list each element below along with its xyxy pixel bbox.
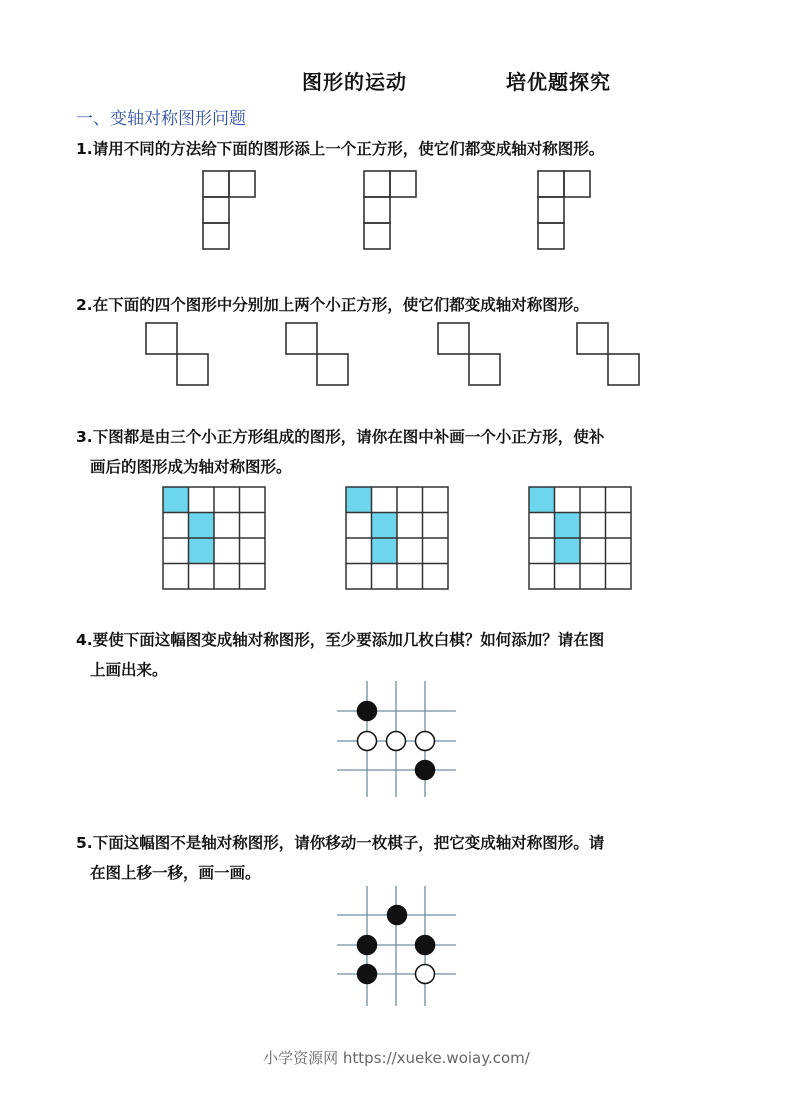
page-title-right: 培优题探究	[506, 70, 611, 94]
question-number: 5.	[76, 834, 93, 852]
question-text-line-1: 下图都是由三个小正方形组成的图形，请你在图中补画一个小正方形，使补	[92, 428, 605, 446]
question-text-line-1: 要使下面这幅图变成轴对称图形，至少要添加几枚白棋？如何添加？请在图	[92, 631, 605, 649]
black-stone	[358, 965, 377, 984]
white-stone	[416, 965, 435, 984]
question-number: 3.	[76, 428, 93, 446]
question-number: 1.	[76, 140, 93, 158]
question-number: 2.	[76, 296, 93, 314]
page-title-left: 图形的运动	[302, 70, 407, 94]
black-stone	[358, 936, 377, 955]
black-stone	[416, 936, 435, 955]
footer-watermark: 小学资源网 https://xueke.woiay.com/	[263, 1049, 530, 1067]
question-text-line-1: 下面这幅图不是轴对称图形，请你移动一枚棋子，把它变成轴对称图形。请	[92, 834, 605, 852]
question-text-line-2: 上画出来。	[90, 661, 168, 679]
question-text-line-2: 画后的图形成为轴对称图形。	[90, 458, 292, 476]
section-heading: 一、变轴对称图形问题	[76, 109, 246, 129]
black-stone	[388, 906, 407, 925]
question-text-line-2: 在图上移一移，画一画。	[90, 864, 261, 882]
question-text: 请用不同的方法给下面的图形添上一个正方形，使它们都变成轴对称图形。	[92, 140, 605, 158]
question-number: 4.	[76, 631, 93, 649]
question-text: 在下面的四个图形中分别加上两个小正方形，使它们都变成轴对称图形。	[92, 296, 589, 314]
